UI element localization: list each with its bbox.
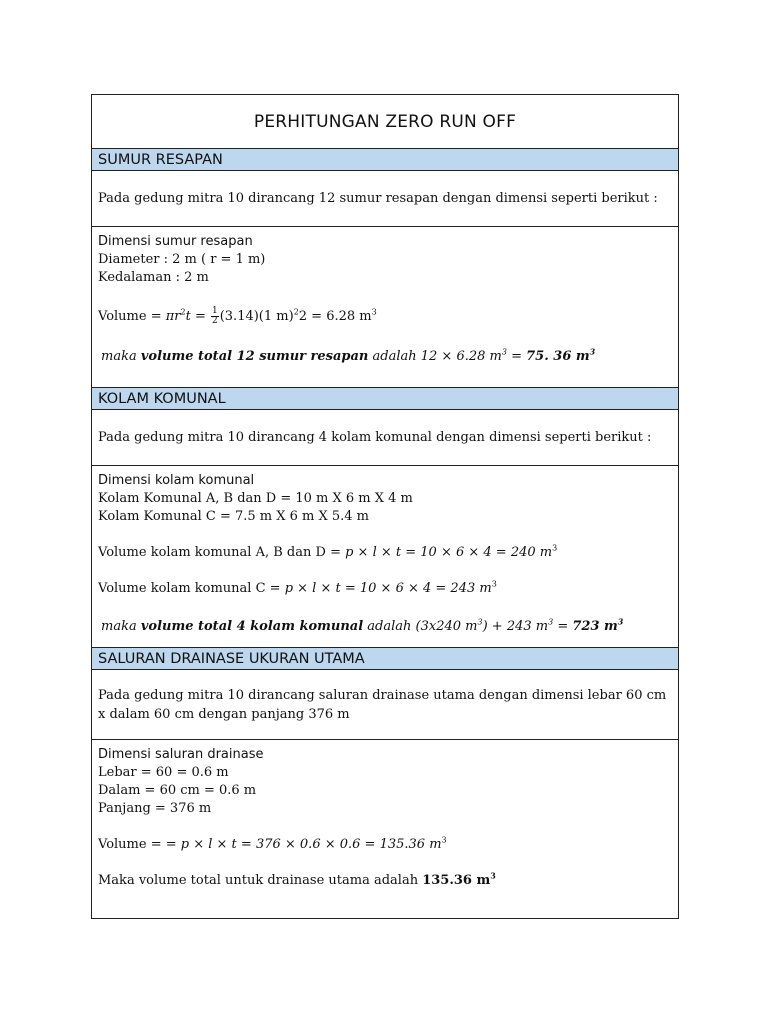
document-table: [91, 94, 679, 919]
total-bold: volume total 12 sumur resapan: [140, 349, 369, 364]
exponent: 3: [477, 617, 483, 627]
formula-part: 2 = 6.28 m: [298, 309, 372, 324]
exponent: 3: [441, 835, 447, 845]
total-mid: ) + 243 m: [482, 619, 549, 634]
detail-line: Dalam = 60 cm = 0.6 m: [98, 783, 257, 798]
total-prefix: maka: [101, 619, 141, 634]
exponent: 3: [490, 870, 496, 881]
volume-formula-c: [98, 580, 672, 598]
volume-label: Volume = =: [98, 837, 181, 852]
detail-title: Dimensi saluran drainase: [98, 747, 264, 762]
exponent: 2: [180, 307, 186, 317]
section-detail: [92, 227, 678, 388]
fraction: [211, 307, 219, 326]
formula-part: πr: [165, 309, 181, 324]
total-line: [98, 872, 672, 890]
section-heading-kolam-komunal: KOLAM KOMUNAL: [92, 388, 678, 410]
detail-title: Dimensi sumur resapan: [98, 234, 253, 249]
exponent: 3: [589, 346, 596, 357]
total-value: 75. 36 m: [526, 349, 590, 364]
total-bold: volume total 4 kolam komunal: [140, 619, 364, 634]
formula-part: (3.14)(1 m): [219, 309, 294, 324]
exponent: 3: [552, 543, 558, 553]
title-row: [92, 95, 678, 149]
detail-title: Dimensi kolam komunal: [98, 473, 255, 488]
exponent: 3: [501, 347, 507, 357]
detail-line: Kolam Komunal A, B dan D = 10 m X 6 m X 4 m: [98, 491, 413, 506]
equals: =: [553, 619, 573, 634]
volume-formula: [98, 307, 672, 326]
total-value: 723 m: [572, 619, 618, 634]
volume-formula-abd: [98, 544, 672, 562]
equals: =: [506, 349, 527, 364]
volume-label: Volume =: [98, 309, 166, 324]
intro-text: Pada gedung mitra 10 dirancang saluran drainase utama dengan dimensi lebar 60 cm x dalam 60 cm dengan panjang 376 m: [98, 687, 667, 722]
detail-line: Kedalaman : 2 m: [98, 270, 209, 285]
section-heading-saluran-drainase: SALURAN DRAINASE UKURAN UTAMA: [92, 648, 678, 670]
total-mid: adalah 12 × 6.28 m: [368, 349, 502, 364]
volume-formula: [98, 836, 672, 854]
page-title: PERHITUNGAN ZERO RUN OFF: [253, 111, 517, 132]
fraction-numerator: 1: [211, 306, 218, 316]
volume-label: Volume kolam komunal A, B dan D =: [98, 545, 346, 560]
section-detail: [92, 466, 678, 648]
section-detail: [92, 740, 678, 918]
total-line: [98, 348, 672, 366]
fraction-denominator: 2: [211, 316, 218, 326]
total-line: [98, 618, 672, 636]
detail-line: Lebar = 60 = 0.6 m: [98, 765, 229, 780]
exponent: 3: [491, 579, 497, 589]
exponent: 2: [293, 307, 299, 317]
total-text: Maka volume total untuk drainase utama adalah: [98, 873, 423, 888]
section-intro: [92, 670, 678, 740]
detail-line: Panjang = 376 m: [98, 801, 212, 816]
formula-part: p × l × t = 376 × 0.6 × 0.6 = 135.36 m: [180, 837, 442, 852]
total-value: 135.36 m: [422, 873, 491, 888]
total-mid: adalah (3x240 m: [363, 619, 478, 634]
exponent: 3: [548, 617, 554, 627]
exponent: 3: [371, 307, 377, 317]
exponent: 3: [617, 616, 624, 627]
volume-label: Volume kolam komunal C =: [98, 581, 285, 596]
section-intro: Pada gedung mitra 10 dirancang 4 kolam komunal dengan dimensi seperti berikut :: [92, 410, 678, 466]
section-heading-sumur-resapan: SUMUR RESAPAN: [92, 149, 678, 171]
section-intro: Pada gedung mitra 10 dirancang 12 sumur resapan dengan dimensi seperti berikut :: [92, 171, 678, 227]
formula-part: p × l × t = 10 × 6 × 4 = 243 m: [284, 581, 492, 596]
formula-part: t =: [185, 309, 210, 324]
total-prefix: maka: [101, 349, 141, 364]
formula-part: p × l × t = 10 × 6 × 4 = 240 m: [345, 545, 553, 560]
detail-line: Kolam Komunal C = 7.5 m X 6 m X 5.4 m: [98, 509, 370, 524]
detail-line: Diameter : 2 m ( r = 1 m): [98, 252, 266, 267]
